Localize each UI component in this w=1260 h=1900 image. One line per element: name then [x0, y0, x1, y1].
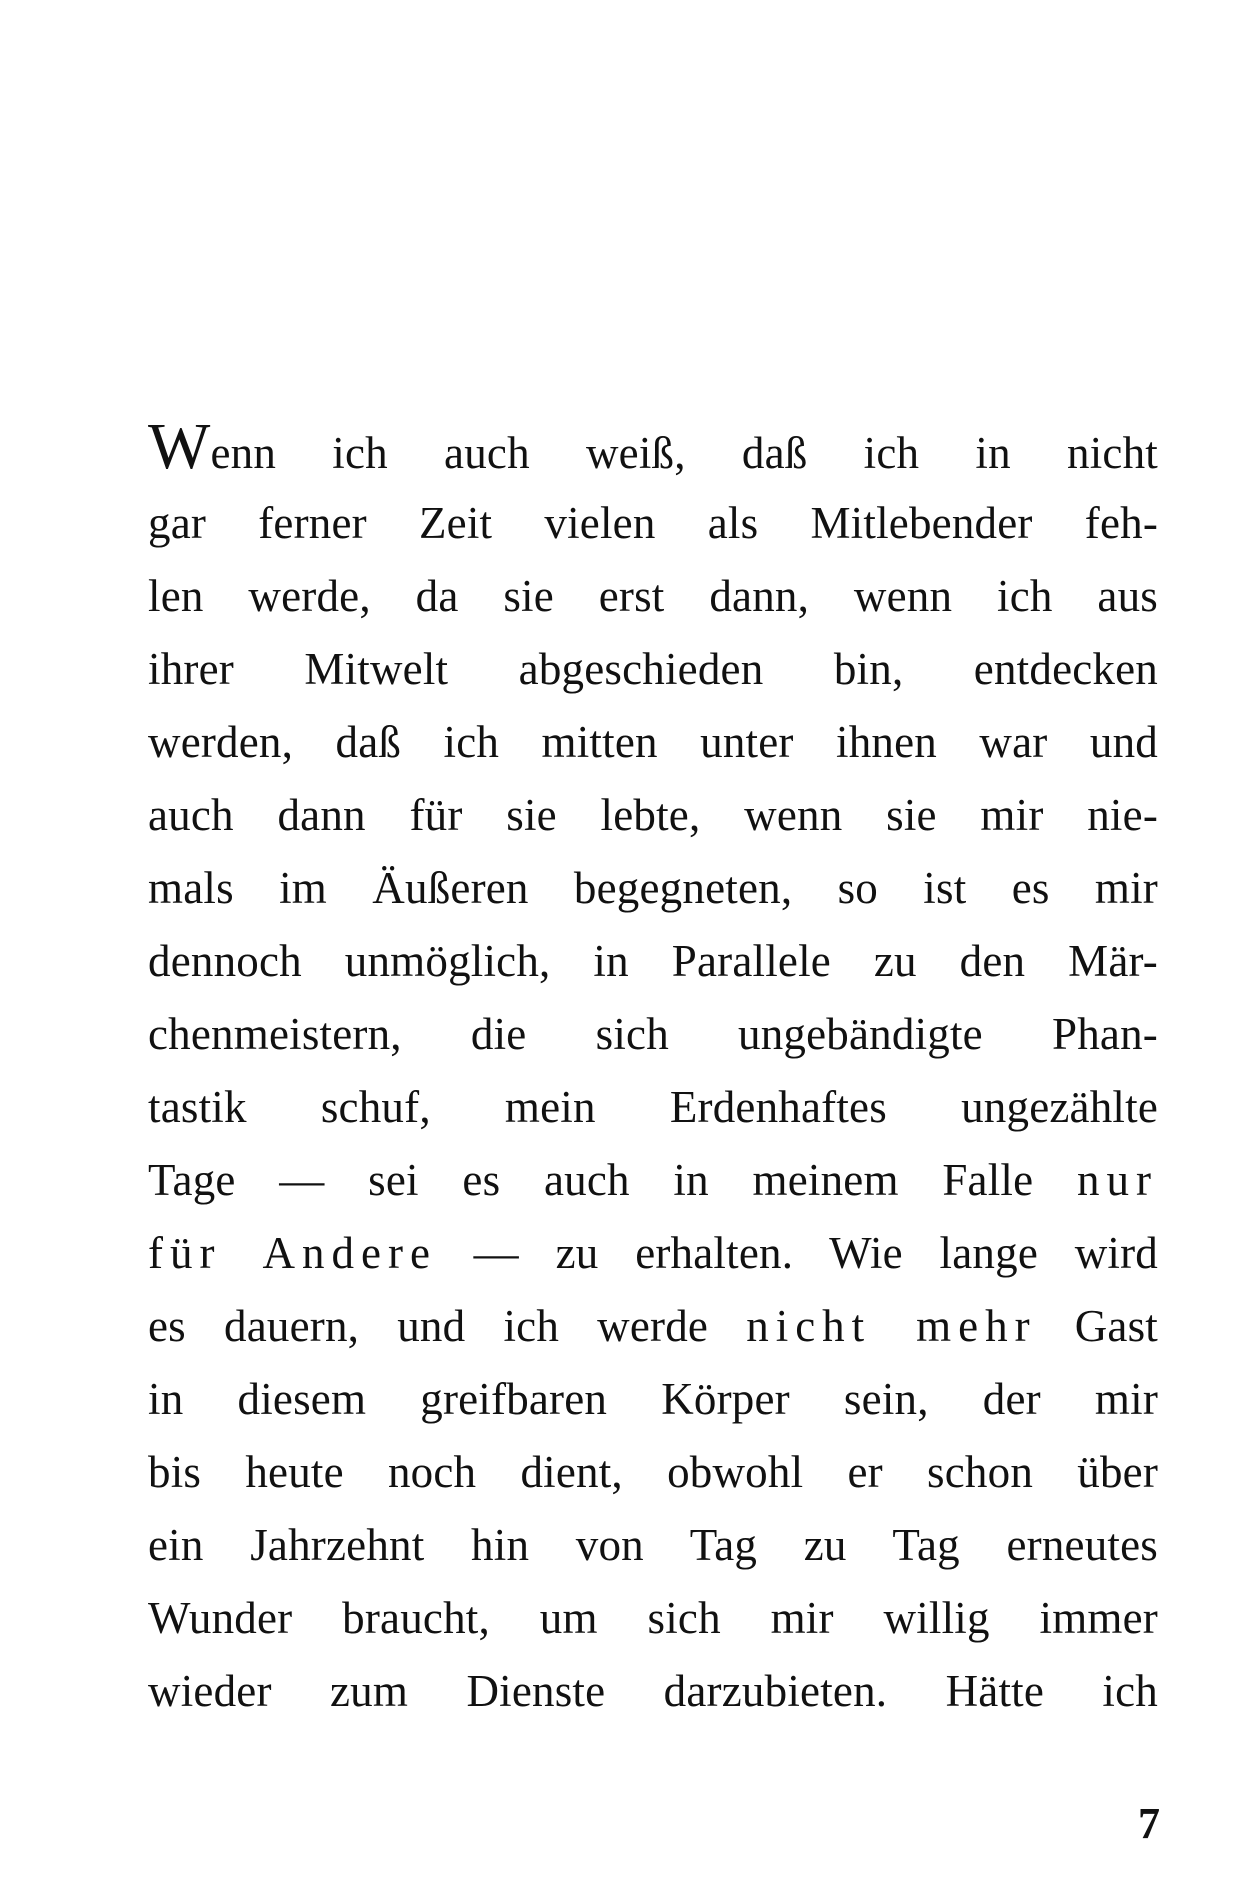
- emphasized-text: nur: [1077, 1155, 1158, 1205]
- text-line: bis heute noch dient, obwohl er schon über: [148, 1447, 1158, 1497]
- text-line: [148, 410, 1158, 487]
- text-line: mals im Äußeren begegneten, so ist es mir: [148, 863, 1158, 913]
- text-line: chenmeistern, die sich ungebändigte Phan-: [148, 1009, 1158, 1059]
- text-line: wieder zum Dienste darzubieten. Hätte ich: [148, 1666, 1158, 1716]
- text-line: len werde, da sie erst dann, wenn ich aus: [148, 571, 1158, 621]
- text-line: [148, 1144, 1158, 1217]
- text-line: tastik schuf, mein Erdenhaftes ungezählte: [148, 1082, 1158, 1132]
- text-span: — zu erhalten. Wie lange wird: [436, 1228, 1159, 1278]
- text-line: ihrer Mitwelt abgeschieden bin, entdecken: [148, 644, 1158, 694]
- page-number: 7: [1138, 1799, 1160, 1848]
- text-span: es dauern, und ich werde: [148, 1301, 747, 1351]
- text-line: Wunder braucht, um sich mir willig immer: [148, 1593, 1158, 1643]
- text-span: Gast: [1036, 1301, 1158, 1351]
- emphasized-text: für Andere: [148, 1228, 437, 1278]
- text-line: ein Jahrzehnt hin von Tag zu Tag erneutes: [148, 1520, 1158, 1570]
- body-text: [148, 410, 1159, 1728]
- text-line: [148, 1217, 1158, 1290]
- text-span: Tage — sei es auch in meinem Falle: [148, 1155, 1077, 1205]
- text-line: auch dann für sie lebte, wenn sie mir nie-: [148, 790, 1158, 840]
- text-line: werden, daß ich mitten unter ihnen war und: [148, 717, 1158, 767]
- drop-cap: W: [148, 410, 211, 483]
- text-line: gar ferner Zeit vielen als Mitlebender feh-: [148, 498, 1158, 548]
- text-line: [148, 1290, 1158, 1363]
- text-line: dennoch unmöglich, in Parallele zu den Mär-: [148, 936, 1158, 986]
- text-span: enn ich auch weiß, daß ich in nicht: [210, 428, 1158, 478]
- emphasized-text: nicht mehr: [746, 1301, 1037, 1351]
- text-line: in diesem greifbaren Körper sein, der mir: [148, 1374, 1158, 1424]
